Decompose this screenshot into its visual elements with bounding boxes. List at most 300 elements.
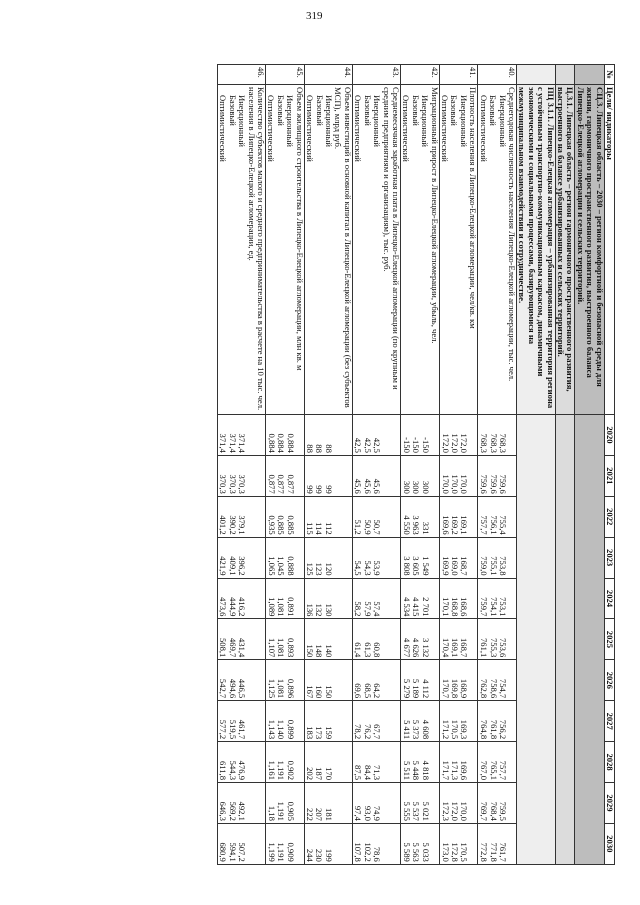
scenario-value: 762,8 xyxy=(479,678,490,699)
scenario-value: 5 555 xyxy=(401,801,412,821)
scenario-value: 5 021 xyxy=(420,801,431,821)
scenario-value: 0,893 xyxy=(285,638,296,658)
scenario-value: 171,2 xyxy=(440,719,451,740)
scenario-value: 74,9 xyxy=(372,805,383,821)
scenario-value: 416,2 xyxy=(237,597,248,617)
scenario-value: 4 677 xyxy=(401,638,412,658)
scenario-label: Оптимистический xyxy=(440,95,451,162)
scenario-value: 0,885 xyxy=(285,515,296,535)
scenario-value: 0,902 xyxy=(285,760,296,781)
scenario-value: -150 xyxy=(420,437,431,453)
year-values-cell xyxy=(478,455,517,496)
goal-row xyxy=(516,65,555,865)
scenario-value: 1,191 xyxy=(276,842,287,862)
scenario-value: 136 xyxy=(305,603,316,617)
scenario-value: 753,6 xyxy=(497,638,508,658)
goal-text: СЦ.3. Липецкая область – 2030 – регион комфортной и безопасной среды для жизни, гармоничного пространственного развития, выстроенного баланса Липецко-Елецкой агломерации и сельских территорий. xyxy=(575,85,604,415)
scenario-value: 173 xyxy=(314,726,325,740)
indicator-row xyxy=(478,65,517,865)
year-values-cell xyxy=(352,701,400,742)
year-values-cell xyxy=(266,783,305,824)
scenario-value: 172,8 xyxy=(449,842,460,862)
year-values-cell xyxy=(478,742,517,783)
year-values-cell xyxy=(401,823,440,864)
scenario-value: 611,8 xyxy=(218,760,229,781)
header-year: 2028 xyxy=(604,742,614,783)
year-values-cell xyxy=(401,537,440,578)
scenario-value: 756,1 xyxy=(488,515,499,535)
scenario-value: 755,4 xyxy=(497,515,508,535)
scenario-value: 50,7 xyxy=(372,519,383,535)
scenario-value: 300 xyxy=(401,480,412,494)
scenario-value: 60,8 xyxy=(372,642,383,658)
indicator-cell xyxy=(401,85,440,415)
scenario-value: 768,3 xyxy=(497,433,508,453)
year-values-cell xyxy=(401,455,440,496)
scenario-value: 57,9 xyxy=(362,601,373,617)
scenario-value: 1,191 xyxy=(276,760,287,781)
scenario-value: 771,8 xyxy=(488,842,499,862)
scenario-value: 107,8 xyxy=(353,842,364,862)
scenario-value: 519,5 xyxy=(227,719,238,740)
scenario-value: 754,7 xyxy=(497,678,508,699)
indicator-number: 41. xyxy=(439,65,478,85)
scenario-value: 4 608 xyxy=(420,719,431,740)
scenario-value: 148 xyxy=(314,644,325,658)
indicator-cell xyxy=(217,85,265,415)
goal-text: ПЦ 3.1.1. Липецко-Елецкая агломерация – урбанизированная территория региона с устойчивым транспортно-коммуникационным каркасом, динамичными экономическими и социальными процессами, базирующимися на межмуниципальном взаимодействии и сотрудничестве. xyxy=(516,85,555,415)
header-year: 2024 xyxy=(604,578,614,619)
scenario-value: 53,9 xyxy=(372,560,383,576)
indicator-row xyxy=(401,65,440,865)
scenario-value: 5 373 xyxy=(411,719,422,740)
year-values-cell xyxy=(266,415,305,456)
scenario-value: 390,2 xyxy=(227,515,238,535)
indicator-cell xyxy=(478,85,517,415)
scenario-value: 396,2 xyxy=(237,556,248,576)
year-values-cell xyxy=(401,578,440,619)
year-values-cell xyxy=(304,455,352,496)
scenario-value: 753,1 xyxy=(497,597,508,617)
scenario-value: 767,0 xyxy=(479,760,490,781)
scenario-label: Инерционный xyxy=(372,95,383,147)
scenario-value: 181 xyxy=(323,808,334,821)
year-values-cell xyxy=(266,496,305,537)
indicator-number: 45. xyxy=(266,65,305,85)
scenario-value: 507,2 xyxy=(237,842,248,862)
year-values-cell xyxy=(217,783,265,824)
scenario-value: 768,4 xyxy=(488,801,499,821)
scenario-value: 757,7 xyxy=(497,760,508,781)
scenario-value: 88 xyxy=(305,444,316,453)
scenario-value: 71,3 xyxy=(372,764,383,781)
scenario-value: 772,8 xyxy=(479,842,490,862)
scenario-value: 50,9 xyxy=(362,519,373,535)
indicators-table xyxy=(217,64,615,865)
scenario-value: 170,0 xyxy=(440,474,451,494)
goal-row xyxy=(555,65,575,865)
year-values-cell xyxy=(266,823,305,864)
scenario-value: 5 279 xyxy=(401,678,412,699)
scenario-value: 0,888 xyxy=(285,556,296,576)
scenario-label: Инерционный xyxy=(497,95,508,147)
scenario-value: 4 415 xyxy=(411,597,422,617)
year-values-cell xyxy=(352,537,400,578)
scenario-value: 492,1 xyxy=(237,801,248,821)
year-values-cell xyxy=(401,783,440,824)
scenario-value: 172,3 xyxy=(440,801,451,821)
scenario-value: 42,5 xyxy=(353,437,364,453)
year-values-cell xyxy=(266,578,305,619)
scenario-value: 167 xyxy=(305,685,316,699)
year-values-cell xyxy=(217,537,265,578)
scenario-value: 5 589 xyxy=(401,842,412,862)
scenario-value: 3 808 xyxy=(401,556,412,576)
scenario-value: 0,896 xyxy=(285,678,296,699)
scenario-value: 244 xyxy=(305,848,316,862)
scenario-value: 93,0 xyxy=(362,805,373,821)
header-year: 2021 xyxy=(604,455,614,496)
scenario-value: 0,877 xyxy=(285,474,296,494)
year-values-cell xyxy=(478,619,517,660)
year-values-cell xyxy=(439,742,478,783)
year-values-cell xyxy=(304,701,352,742)
scenario-value: 172,0 xyxy=(449,801,460,821)
header-year: 2029 xyxy=(604,783,614,824)
scenario-value: 199 xyxy=(323,848,334,862)
scenario-value: 169,6 xyxy=(459,760,470,781)
scenario-value: 2 701 xyxy=(420,597,431,617)
scenario-value: 5 033 xyxy=(420,842,431,862)
year-values-cell xyxy=(217,415,265,456)
scenario-value: 140 xyxy=(323,644,334,658)
scenario-value: 76,2 xyxy=(362,724,373,740)
scenario-value: 170 xyxy=(323,767,334,781)
scenario-value: 3 963 xyxy=(411,515,422,535)
scenario-value: -150 xyxy=(401,437,412,453)
scenario-label: Базовый xyxy=(314,95,325,126)
scenario-value: 761,8 xyxy=(488,719,499,740)
year-values-cell xyxy=(439,660,478,701)
header-year: 2027 xyxy=(604,701,614,742)
scenario-value: 202 xyxy=(305,767,316,781)
scenario-value: 168,9 xyxy=(459,678,470,699)
header-year: 2023 xyxy=(604,537,614,578)
year-values-cell xyxy=(304,537,352,578)
rotated-table-wrapper xyxy=(217,64,615,864)
goal-text: Ц.3.1. Липецкая область – регион гармоничного пространственного развития, выстроенного на балансе урбанизированных и сельских территорий. xyxy=(555,85,575,415)
scenario-value: 759,6 xyxy=(479,474,490,494)
scenario-label: Инерционный xyxy=(420,95,431,147)
header-year: 2026 xyxy=(604,660,614,701)
scenario-value: 120 xyxy=(323,562,334,576)
year-values-cell xyxy=(304,578,352,619)
scenario-value: 132 xyxy=(314,603,325,617)
scenario-value: 476,9 xyxy=(237,760,248,781)
scenario-value: 379,1 xyxy=(237,515,248,535)
scenario-value: 125 xyxy=(305,562,316,576)
scenario-value: 0,884 xyxy=(276,433,287,453)
scenario-label: Базовый xyxy=(449,95,460,126)
year-values-cell xyxy=(478,701,517,742)
scenario-value: 3 605 xyxy=(411,556,422,576)
scenario-value: 171,7 xyxy=(440,760,451,781)
scenario-value: 68,5 xyxy=(362,683,373,699)
scenario-value: 88 xyxy=(314,444,325,453)
scenario-value: 1,081 xyxy=(276,678,287,699)
year-values-cell xyxy=(304,415,352,456)
year-values-cell xyxy=(478,660,517,701)
scenario-value: 0,935 xyxy=(266,515,277,535)
indicator-number: 44. xyxy=(304,65,352,85)
scenario-value: 170,0 xyxy=(459,474,470,494)
scenario-value: 169,9 xyxy=(440,556,451,576)
scenario-value: 97,4 xyxy=(353,805,364,821)
scenario-label: Оптимистический xyxy=(218,95,229,162)
scenario-value: 78,2 xyxy=(353,724,364,740)
indicator-number: 42. xyxy=(401,65,440,85)
year-values-cell xyxy=(304,619,352,660)
year-values-cell xyxy=(401,701,440,742)
indicator-title: Количество субъектов малого и среднего предпринимательства в расчете на 10 тыс. чел. населения в Липецко-Елецкой агломерации, ед. xyxy=(246,87,267,411)
year-values-cell xyxy=(304,496,352,537)
scenario-value: 1,089 xyxy=(266,597,277,617)
year-values-cell xyxy=(352,783,400,824)
year-values-cell xyxy=(217,701,265,742)
scenario-value: 0,891 xyxy=(285,597,296,617)
year-values-cell xyxy=(304,660,352,701)
year-values-cell xyxy=(439,619,478,660)
year-values-cell xyxy=(439,578,478,619)
indicator-title: Среднемесячная заработная плата в Липецко-Елецкой агломерации (по крупным и средним предприятиям и организациям), тыс. руб. xyxy=(381,87,402,390)
year-values-cell xyxy=(352,823,400,864)
scenario-label: Инерционный xyxy=(237,95,248,147)
scenario-value: 61,3 xyxy=(362,642,373,658)
indicator-cell xyxy=(266,85,305,415)
scenario-value: 150 xyxy=(323,685,334,699)
scenario-value: 756,2 xyxy=(497,719,508,740)
scenario-value: 401,2 xyxy=(218,515,229,535)
scenario-value: 0,885 xyxy=(276,515,287,535)
scenario-value: 370,3 xyxy=(218,474,229,494)
scenario-value: 4 534 xyxy=(401,597,412,617)
indicator-number: 43. xyxy=(352,65,400,85)
scenario-value: 87,5 xyxy=(353,764,364,781)
scenario-value: 99 xyxy=(314,485,325,494)
page-number: 319 xyxy=(306,10,323,22)
scenario-value: 768,3 xyxy=(479,433,490,453)
scenario-value: 187 xyxy=(314,767,325,781)
scenario-value: 150 xyxy=(305,644,316,658)
header-year: 2022 xyxy=(604,496,614,537)
scenario-label: Оптимистический xyxy=(353,95,364,162)
scenario-value: 1,199 xyxy=(266,842,277,862)
scenario-label: Инерционный xyxy=(285,95,296,147)
year-values-cell xyxy=(439,455,478,496)
scenario-value: 409,1 xyxy=(227,556,238,576)
year-values-cell xyxy=(266,742,305,783)
scenario-value: 761,1 xyxy=(479,638,490,658)
scenario-value: 170,7 xyxy=(440,678,451,699)
scenario-value: 169,2 xyxy=(449,515,460,535)
year-values-cell xyxy=(266,660,305,701)
scenario-value: 1,161 xyxy=(266,760,277,781)
indicator-row xyxy=(304,65,352,865)
year-values-cell xyxy=(266,455,305,496)
scenario-value: 1,045 xyxy=(276,556,287,576)
scenario-label: Базовый xyxy=(362,95,373,126)
scenario-value: 761,7 xyxy=(497,842,508,862)
scenario-value: 0,884 xyxy=(285,433,296,453)
scenario-value: 759,0 xyxy=(479,556,490,576)
table-header-row xyxy=(604,65,614,865)
scenario-value: 112 xyxy=(323,522,334,535)
indicator-title: Плотность населения в Липецко-Елецкой агломерации, чел/кв. км xyxy=(468,87,479,329)
scenario-value: 54,5 xyxy=(353,560,364,576)
scenario-value: 69,6 xyxy=(353,683,364,699)
scenario-value: 169,1 xyxy=(459,515,470,535)
scenario-label: Базовый xyxy=(488,95,499,126)
scenario-label: Инерционный xyxy=(324,95,335,147)
year-values-cell xyxy=(304,742,352,783)
year-values-cell xyxy=(439,701,478,742)
scenario-value: 300 xyxy=(420,480,431,494)
scenario-value: 170,4 xyxy=(440,638,451,658)
scenario-value: 3 132 xyxy=(420,638,431,658)
scenario-value: 755,1 xyxy=(488,556,499,576)
year-values-cell xyxy=(217,578,265,619)
scenario-value: 130 xyxy=(323,603,334,617)
scenario-value: 88 xyxy=(323,444,334,453)
scenario-value: 54,3 xyxy=(362,560,373,576)
scenario-value: 58,2 xyxy=(353,601,364,617)
year-values-cell xyxy=(439,415,478,456)
scenario-value: 469,7 xyxy=(227,638,238,658)
scenario-value: 42,5 xyxy=(362,437,373,453)
scenario-value: 123 xyxy=(314,562,325,576)
scenario-value: 160 xyxy=(314,685,325,699)
year-values-cell xyxy=(439,496,478,537)
year-values-cell xyxy=(217,455,265,496)
scenario-value: 0,905 xyxy=(285,801,296,821)
scenario-value: 4 550 xyxy=(401,515,412,535)
goal-row xyxy=(575,65,604,865)
indicator-title: Объем жилищного строительства в Липецко-Елецкой агломерации, млн кв. м xyxy=(294,87,305,371)
scenario-value: 1,065 xyxy=(266,556,277,576)
scenario-value: -150 xyxy=(411,437,422,453)
scenario-label: Оптимистический xyxy=(478,95,489,162)
scenario-value: 168,6 xyxy=(459,597,470,617)
header-indicator: Цели/ индикаторы xyxy=(604,85,614,415)
scenario-value: 170,5 xyxy=(459,842,470,862)
scenario-value: 594,1 xyxy=(227,842,238,862)
scenario-value: 508,1 xyxy=(218,638,229,658)
scenario-value: 99 xyxy=(323,485,334,494)
indicator-row xyxy=(352,65,400,865)
scenario-value: 421,9 xyxy=(218,556,229,576)
scenario-value: 168,7 xyxy=(459,638,470,658)
scenario-value: 78,6 xyxy=(372,846,383,862)
scenario-value: 169,3 xyxy=(459,719,470,740)
scenario-value: 170,0 xyxy=(449,474,460,494)
scenario-value: 222 xyxy=(305,808,316,821)
scenario-value: 1,107 xyxy=(266,638,277,658)
scenario-value: 172,0 xyxy=(449,433,460,453)
scenario-value: 370,3 xyxy=(237,474,248,494)
scenario-value: 57,4 xyxy=(372,601,383,617)
scenario-value: 171,3 xyxy=(449,760,460,781)
indicator-title: Объем инвестиций в основной капитал в Липецко-Елецкой агломерации (без субъектов МСП), млрд руб. xyxy=(333,87,353,408)
scenario-value: 51,2 xyxy=(353,519,364,535)
indicator-cell xyxy=(352,85,400,415)
scenario-value: 765,1 xyxy=(488,760,499,781)
scenario-value: 5 189 xyxy=(411,678,422,699)
scenario-value: 45,6 xyxy=(372,478,383,494)
scenario-value: 680,9 xyxy=(218,842,229,862)
scenario-value: 646,3 xyxy=(218,801,229,821)
scenario-value: 759,6 xyxy=(488,474,499,494)
year-values-cell xyxy=(304,823,352,864)
scenario-value: 754,1 xyxy=(488,597,499,617)
scenario-value: 102,2 xyxy=(362,842,373,862)
year-values-cell xyxy=(401,660,440,701)
year-values-cell xyxy=(352,496,400,537)
scenario-value: 1,143 xyxy=(266,719,277,740)
scenario-value: 170,0 xyxy=(459,801,470,821)
scenario-value: 5 563 xyxy=(411,842,422,862)
scenario-value: 1,081 xyxy=(276,638,287,658)
scenario-value: 230 xyxy=(314,848,325,862)
scenario-label: Оптимистический xyxy=(305,95,316,162)
scenario-value: 99 xyxy=(305,485,316,494)
indicator-number: 46. xyxy=(217,65,265,85)
scenario-value: 542,7 xyxy=(218,678,229,699)
year-values-cell xyxy=(478,537,517,578)
indicator-title: Миграционный прирост в Липецко-Елецкой агломерации, убыль, чел. xyxy=(429,87,440,344)
scenario-value: 446,5 xyxy=(237,678,248,699)
scenario-value: 170,5 xyxy=(449,719,460,740)
year-values-cell xyxy=(478,415,517,456)
scenario-value: 84,4 xyxy=(362,764,373,781)
scenario-value: 0,877 xyxy=(266,474,277,494)
year-values-cell xyxy=(217,823,265,864)
indicator-title: Среднегодовая численность населения Липецко-Елецкой агломерации, тыс. чел. xyxy=(506,87,517,382)
scenario-label: Базовый xyxy=(410,95,421,126)
scenario-value: 0,909 xyxy=(285,842,296,862)
scenario-value: 0,884 xyxy=(266,433,277,453)
indicator-row xyxy=(217,65,265,865)
year-values-cell xyxy=(217,660,265,701)
scenario-value: 5 411 xyxy=(401,720,412,740)
scenario-value: 183 xyxy=(305,726,316,740)
scenario-value: 757,7 xyxy=(479,515,490,535)
scenario-value: 159 xyxy=(323,726,334,740)
scenario-value: 0,877 xyxy=(276,474,287,494)
scenario-value: 4 818 xyxy=(420,760,431,781)
scenario-value: 169,6 xyxy=(440,515,451,535)
scenario-value: 569,2 xyxy=(227,801,238,821)
scenario-value: 207 xyxy=(314,808,325,821)
scenario-value: 444,9 xyxy=(227,597,238,617)
header-year: 2025 xyxy=(604,619,614,660)
scenario-value: 170,1 xyxy=(440,597,451,617)
scenario-value: 1,191 xyxy=(276,801,287,821)
scenario-value: 168,7 xyxy=(459,556,470,576)
year-values-cell xyxy=(217,619,265,660)
scenario-value: 764,8 xyxy=(479,719,490,740)
scenario-value: 759,6 xyxy=(497,474,508,494)
scenario-value: 768,3 xyxy=(488,433,499,453)
